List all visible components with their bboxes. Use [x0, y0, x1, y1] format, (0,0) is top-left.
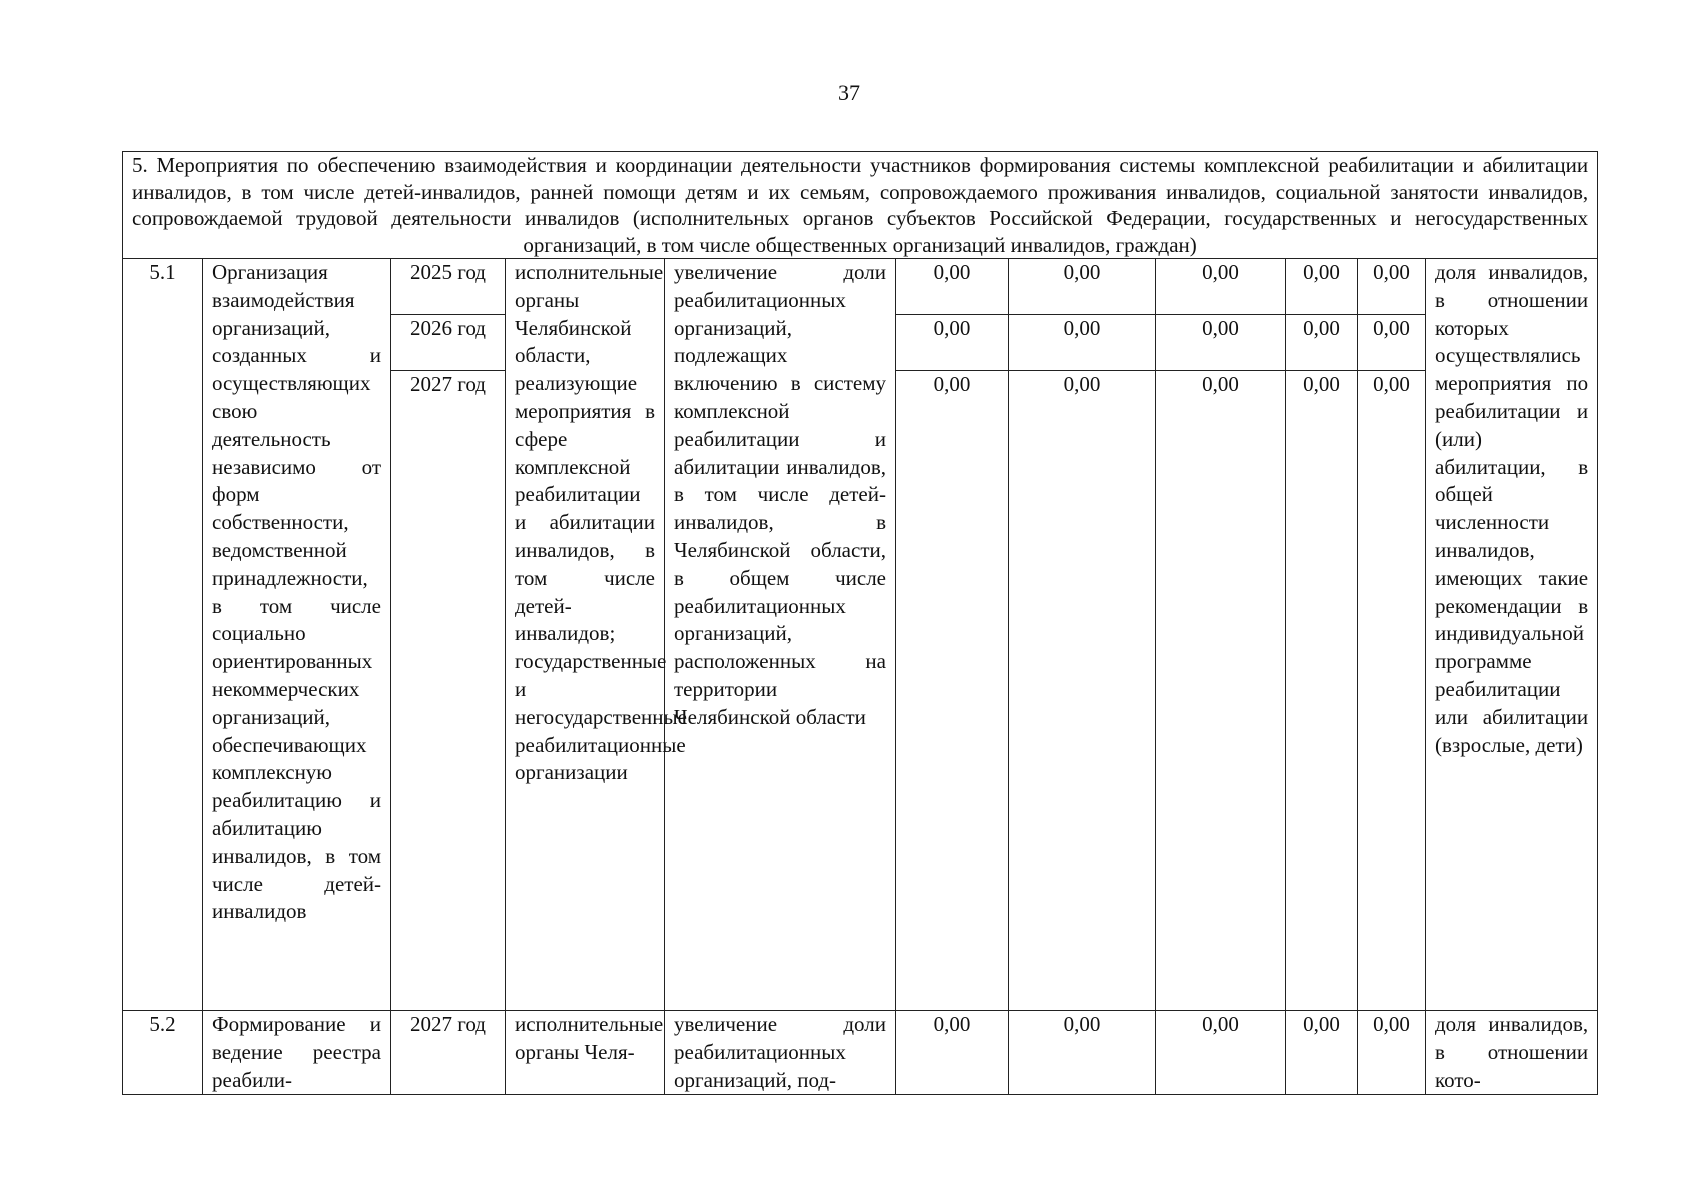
value-cell: 0,00 — [1358, 1011, 1426, 1095]
year-cell: 2025 год — [391, 259, 506, 315]
row-number: 5.1 — [123, 259, 203, 1011]
year-cell: 2027 год — [391, 371, 506, 1011]
value-cell: 0,00 — [1009, 315, 1156, 371]
section-header: 5. Мероприятия по обеспечению взаимодействия и координации деятельности участников формирования системы комплексной реабилитации и абилитации инвалидов, в том числе детей-инвалидов, ранней помощи детям и их семьям, сопровождаемого проживания инвалидов, социальной занятости инвалидов, сопровождаемой трудовой деятельности инвалидов (исполнительных органов субъектов Российской Федерации, государственных и негосударственных организаций, в том числе общественных организаций инвалидов, граждан) — [123, 152, 1598, 259]
value-cell: 0,00 — [1156, 1011, 1286, 1095]
expected-result: увеличение доли реабилитационных организаций, подлежащих включению в систему комплексной реабилитации и абилитации инвалидов, в том числе детей-инвалидов, в Челябинской области, в общем числе реабилитационных организаций, расположенных на территории Челябинской области — [665, 259, 896, 1011]
value-cell: 0,00 — [896, 315, 1009, 371]
value-cell: 0,00 — [1009, 1011, 1156, 1095]
year-cell: 2026 год — [391, 315, 506, 371]
value-cell: 0,00 — [1156, 259, 1286, 315]
executors: исполнительные органы Челя- — [506, 1011, 665, 1095]
measure-name: Формирование и ведение реестра реабили- — [203, 1011, 391, 1095]
row-number: 5.2 — [123, 1011, 203, 1095]
table-row — [123, 259, 1598, 315]
value-cell: 0,00 — [1358, 259, 1426, 315]
section-header-row — [123, 152, 1598, 259]
value-cell: 0,00 — [1286, 315, 1358, 371]
value-cell: 0,00 — [896, 259, 1009, 315]
indicator: доля инвалидов, в отношении которых осуществлялись мероприятия по реабилитации и (или) абилитации, в общей численности инвалидов, имеющих такие рекомендации в индивидуальной программе реабилитации или абилитации (взрослые, дети) — [1426, 259, 1598, 1011]
value-cell: 0,00 — [1009, 371, 1156, 1011]
value-cell: 0,00 — [1009, 259, 1156, 315]
measure-name: Организация взаимодействия организаций, созданных и осуществляющих свою деятельность независимо от форм собственности, ведомственной принадлежности, в том числе социально ориентированных некоммерческих организаций, обеспечивающих комплексную реабилитацию и абилитацию инвалидов, в том числе детей-инвалидов — [203, 259, 391, 1011]
table-row — [123, 1011, 1598, 1095]
value-cell: 0,00 — [1156, 371, 1286, 1011]
value-cell: 0,00 — [1286, 259, 1358, 315]
program-table — [122, 151, 1598, 1095]
value-cell: 0,00 — [896, 371, 1009, 1011]
executors: исполнительные органы Челябинской области, реализующие мероприятия в сфере комплексной реабилитации и абилитации инвалидов, в том числе детей-инвалидов; государственные и негосударственные реабилитационные организации — [506, 259, 665, 1011]
indicator: доля инвалидов, в отношении кото- — [1426, 1011, 1598, 1095]
value-cell: 0,00 — [1286, 1011, 1358, 1095]
value-cell: 0,00 — [1358, 315, 1426, 371]
value-cell: 0,00 — [1286, 371, 1358, 1011]
value-cell: 0,00 — [896, 1011, 1009, 1095]
value-cell: 0,00 — [1358, 371, 1426, 1011]
expected-result: увеличение доли реабилитационных организаций, под- — [665, 1011, 896, 1095]
year-cell: 2027 год — [391, 1011, 506, 1095]
page-number: 37 — [838, 80, 860, 105]
value-cell: 0,00 — [1156, 315, 1286, 371]
